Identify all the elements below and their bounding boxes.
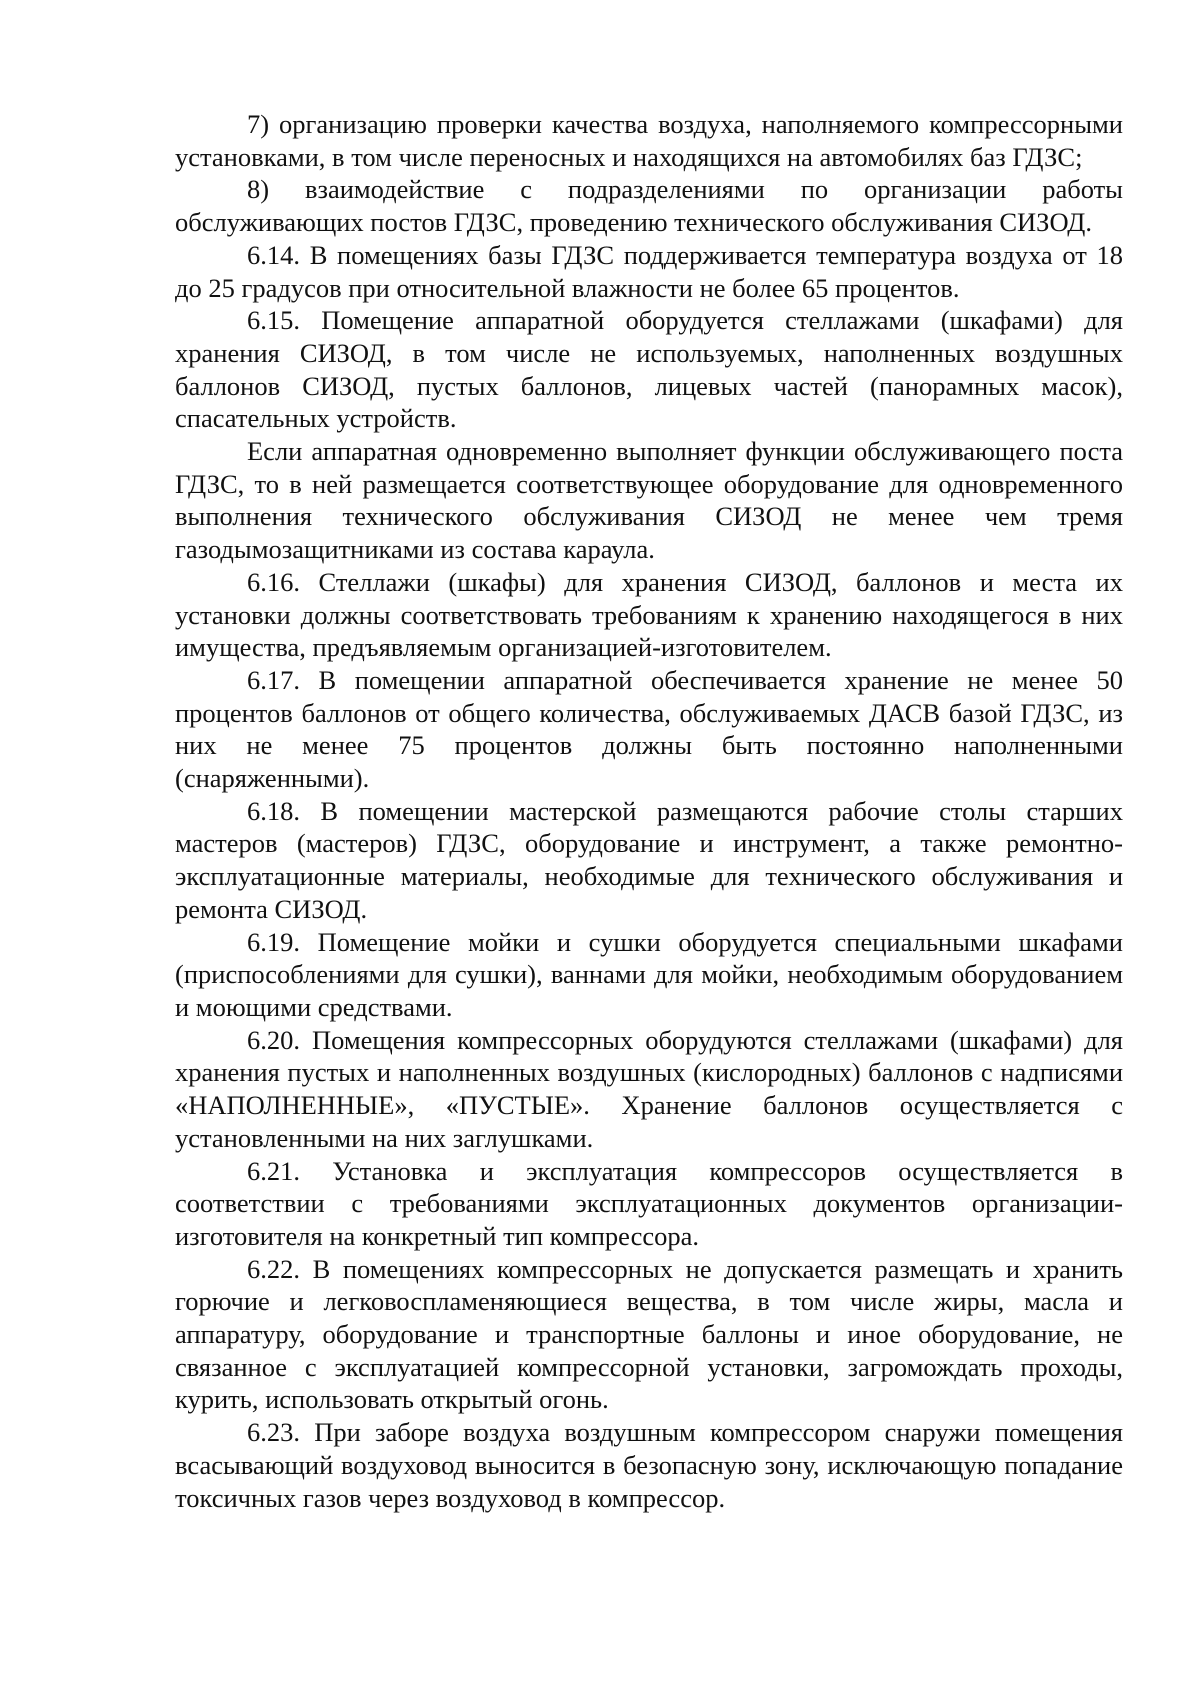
paragraph-6-19: 6.19. Помещение мойки и сушки оборудуется специальными шкафами (приспособлениями для сушки), ваннами для мойки, необходимым оборудованием и моющими средствами. [175,926,1123,1022]
paragraph-6-21: 6.21. Установка и эксплуатация компрессоров осуществляется в соответствии с требованиями эксплуатационных документов организации-изготовителя на конкретный тип компрессора. [175,1155,1123,1251]
paragraph-6-20: 6.20. Помещения компрессорных оборудуются стеллажами (шкафами) для хранения пустых и наполненных воздушных (кислородных) баллонов с надписями «НАПОЛНЕННЫЕ», «ПУСТЫЕ». Хранение баллонов осуществляется с установленными на них заглушками. [175,1024,1123,1153]
paragraph-6-18: 6.18. В помещении мастерской размещаются рабочие столы старших мастеров (мастеров) ГДЗС, оборудование и инструмент, а также ремонтно-эксплуатационные материалы, необходимые для технического обслуживания и ремонта СИЗОД. [175,795,1123,924]
paragraph-item-7: 7) организацию проверки качества воздуха, наполняемого компрессорными установками, в том числе переносных и находящихся на автомобилях баз ГДЗС; [175,109,1123,172]
paragraph-6-15-continuation: Если аппаратная одновременно выполняет функции обслуживающего поста ГДЗС, то в ней размещается соответствующее оборудование для одновременного выполнения технического обслуживания СИЗОД не менее чем тремя газодымозащитниками из состава караула. [175,436,1123,565]
paragraph-6-23: 6.23. При заборе воздуха воздушным компрессором снаружи помещения всасывающий воздуховод выносится в безопасную зону, исключающую попадание токсичных газов через воздуховод в компрессор. [175,1417,1123,1513]
paragraph-6-16: 6.16. Стеллажи (шкафы) для хранения СИЗОД, баллонов и места их установки должны соответствовать требованиям к хранению находящегося в них имущества, предъявляемым организацией-изготовителем. [175,566,1123,663]
paragraph-item-8: 8) взаимодействие с подразделениями по организации работы обслуживающих постов ГДЗС, проведению технического обслуживания СИЗОД. [175,174,1123,238]
paragraph-6-15: 6.15. Помещение аппаратной оборудуется стеллажами (шкафами) для хранения СИЗОД, в том числе не используемых, наполненных воздушных баллонов СИЗОД, пустых баллонов, лицевых частей (панорамных масок), спасательных устройств. [175,305,1123,434]
paragraph-6-14: 6.14. В помещениях базы ГДЗС поддерживается температура воздуха от 18 до 25 градусов при относительной влажности не более 65 процентов. [175,239,1123,303]
paragraph-6-17: 6.17. В помещении аппаратной обеспечивается хранение не менее 50 процентов баллонов от общего количества, обслуживаемых ДАСВ базой ГДЗС, из них не менее 75 процентов должны быть постоянно наполненными (снаряженными). [175,664,1123,794]
paragraph-6-22: 6.22. В помещениях компрессорных не допускается размещать и хранить горючие и легковоспламеняющиеся вещества, в том числе жиры, масла и аппаратуру, оборудование и транспортные баллоны и иное оборудование, не связанное с эксплуатацией компрессорной установки, загромождать проходы, курить, использовать открытый огонь. [175,1253,1123,1415]
document-page [175,108,1123,1514]
